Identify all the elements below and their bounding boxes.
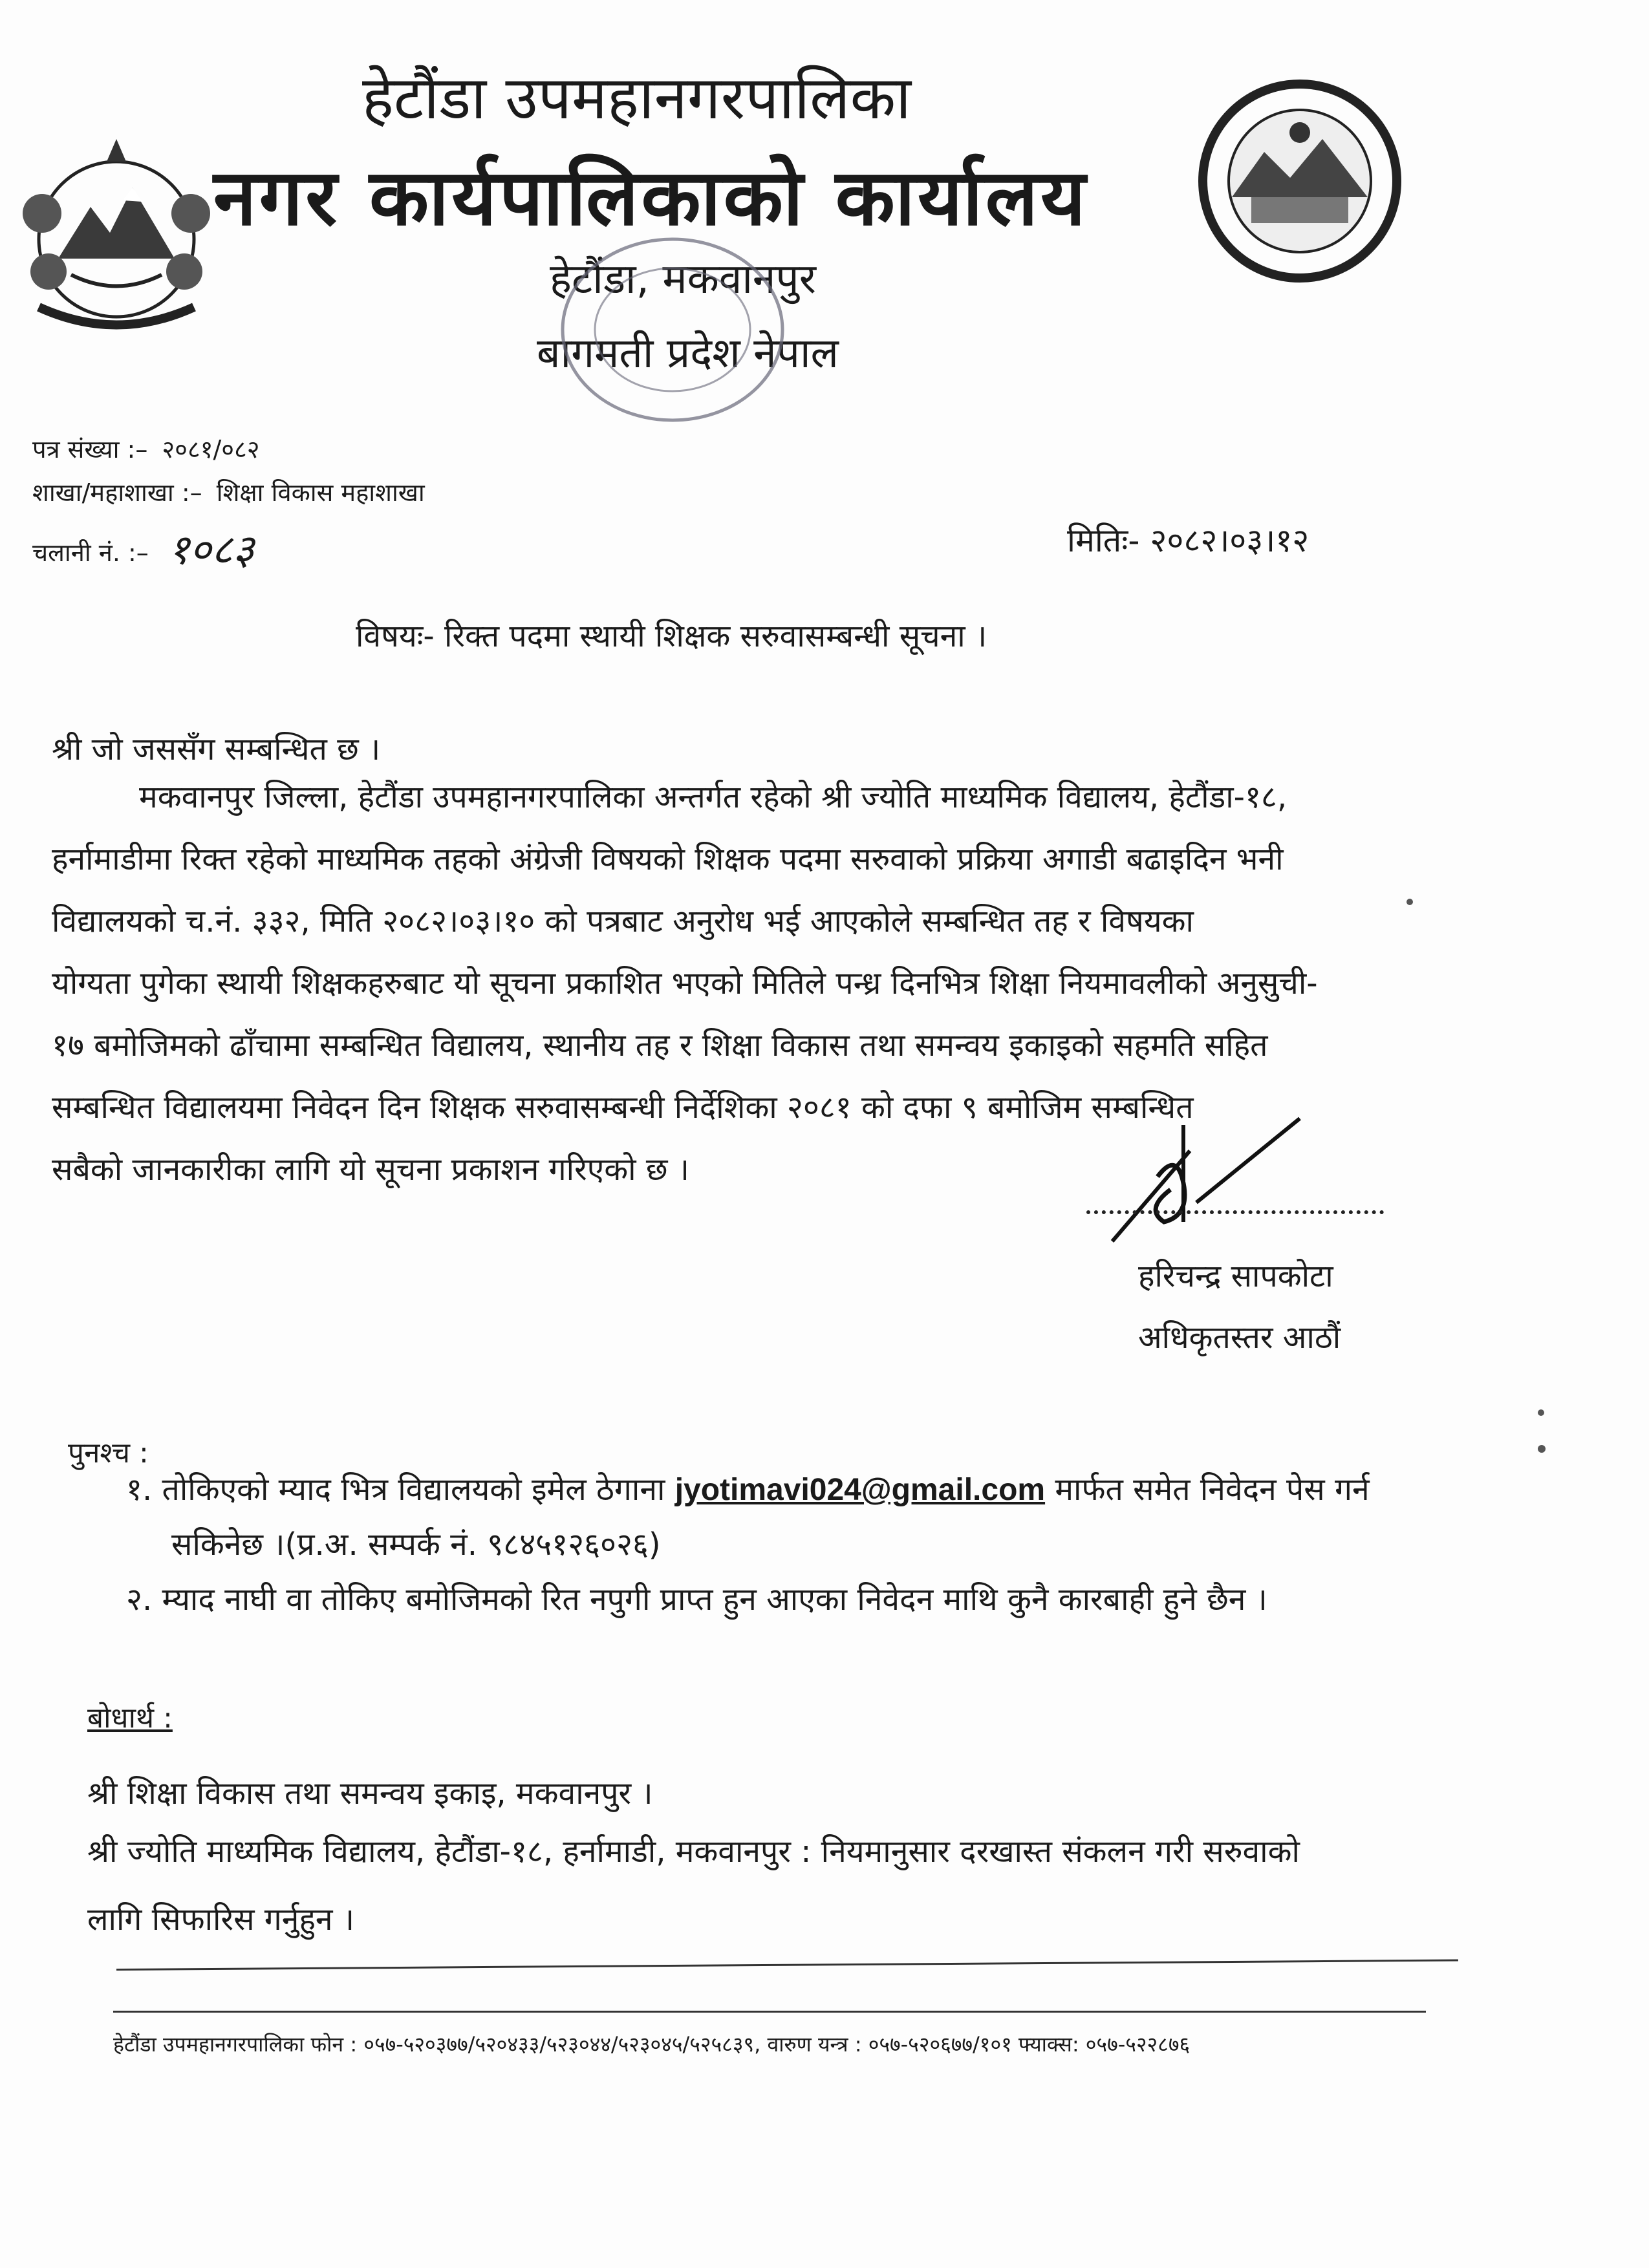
scan-speck: [1406, 899, 1413, 905]
dispatch-number: [32, 517, 254, 573]
body-line: १७ बमोजिमको ढाँचामा सम्बन्धित विद्यालय, स्थानीय तह र शिक्षा विकास तथा समन्वय इकाइको सहमति सहित: [52, 1027, 1268, 1064]
footer-rule: [116, 1960, 1458, 1971]
dispatch-value: १०८३: [167, 526, 255, 574]
body-line: हर्नामाडीमा रिक्त रहेको माध्यमिक तहको अंग्रेजी विषयको शिक्षक पदमा सरुवाको प्रक्रिया अगाडी बढाइदिन भनी: [52, 841, 1284, 877]
postscript-note-2: २. म्याद नाघी वा तोकिए बमोजिमको रित नपुगी प्राप्त हुन आएका निवेदन माथि कुनै कारबाही हुने छैन ।: [126, 1581, 1267, 1618]
footer-contact: हेटौंडा उपमहानगरपालिका फोन : ०५७-५२०३७७/५२०४३३/५२३०४४/५२३०४५/५२५८३९, वारुण यन्त्र : ०५७-५२०६७७/१०१ फ्याक्स: ०५७-५२२८७६: [113, 2032, 1191, 2057]
signature-icon: [1086, 1112, 1319, 1261]
nepal-emblem-icon: [13, 136, 220, 343]
subject-line: विषयः- रिक्त पदमा स्थायी शिक्षक सरुवासम्बन्धी सूचना ।: [356, 618, 987, 654]
municipality-name: हेटौंडा उपमहानगरपालिका: [362, 63, 911, 133]
body-line: मकवानपुर जिल्ला, हेटौंडा उपमहानगरपालिका अन्तर्गत रहेको श्री ज्योति माध्यमिक विद्यालय, हेटौंडा-१८,: [139, 779, 1288, 815]
body-line: योग्यता पुगेका स्थायी शिक्षकहरुबाट यो सूचना प्रकाशित भएको मितिले पन्ध्र दिनभित्र शिक्षा नियमावलीको अनुसुची-: [52, 965, 1318, 1001]
cc-line: श्री ज्योति माध्यमिक विद्यालय, हेटौंडा-१८, हर्नामाडी, मकवानपुर : नियमानुसार दरखास्त संकलन गरी सरुवाको: [87, 1834, 1300, 1870]
body-line: विद्यालयको च.नं. ३३२, मिति २०८२।०३।१० को पत्रबाट अनुरोध भई आएकोले सम्बन्धित तह र विषयका: [52, 903, 1194, 939]
branch-value: शिक्षा विकास महाशाखा: [216, 478, 425, 507]
body-line: सम्बन्धित विद्यालयमा निवेदन दिन शिक्षक सरुवासम्बन्धी निर्देशिका २०८१ को दफा ९ बमोजिम सम्बन्धित: [52, 1089, 1194, 1126]
scan-speck: [1538, 1445, 1546, 1453]
note-1-text-after: मार्फत समेत निवेदन पेस गर्न: [1055, 1471, 1370, 1508]
letter-number-value: २०८१/०८२: [162, 435, 260, 464]
metropolitan-logo-icon: [1193, 74, 1406, 288]
body-line: सबैको जानकारीका लागि यो सूचना प्रकाशन गरिएको छ ।: [52, 1151, 689, 1188]
cc-heading: बोधार्थ :: [87, 1702, 173, 1735]
office-name: नगर कार्यपालिकाको कार्यालय: [213, 153, 1088, 243]
note-1-text: १. तोकिएको म्याद भित्र विद्यालयको इमेल ठेगाना: [126, 1471, 665, 1508]
branch-label: शाखा/महाशाखा :–: [32, 478, 202, 507]
salutation: श्री जो जससँग सम्बन्धित छ ।: [52, 731, 381, 767]
signatory-post: अधिकृतस्तर आठौं: [1138, 1320, 1341, 1356]
postscript-note-1: [126, 1468, 1370, 1510]
province-line: बागमती प्रदेश नेपाल: [537, 330, 839, 378]
letter-number-label: पत्र संख्या :–: [32, 435, 148, 464]
dispatch-label: चलानी नं. :–: [32, 539, 149, 567]
cc-line: श्री शिक्षा विकास तथा समन्वय इकाइ, मकवानपुर ।: [87, 1775, 653, 1812]
signatory-name: हरिचन्द्र सापकोटा: [1138, 1258, 1333, 1294]
cc-line: लागि सिफारिस गर्नुहुन ।: [87, 1901, 355, 1938]
branch: [32, 475, 425, 509]
signature-line: [1086, 1210, 1384, 1214]
school-email: jyotimavi024@gmail.com: [674, 1473, 1046, 1507]
postscript-note-1-cont: सकिनेछ ।(प्र.अ. सम्पर्क नं. ९८४५१२६०२६): [171, 1526, 661, 1563]
office-stamp-icon: [537, 223, 808, 436]
letter-date: मितिः- २०८२।०३।१२: [1067, 522, 1310, 559]
letter-number: [32, 432, 260, 465]
footer-rule: [113, 2011, 1426, 2013]
address-line: हेटौंडा, मकवानपुर: [550, 255, 816, 303]
scan-speck: [1538, 1409, 1544, 1416]
postscript-heading: पुनश्च :: [68, 1437, 149, 1470]
